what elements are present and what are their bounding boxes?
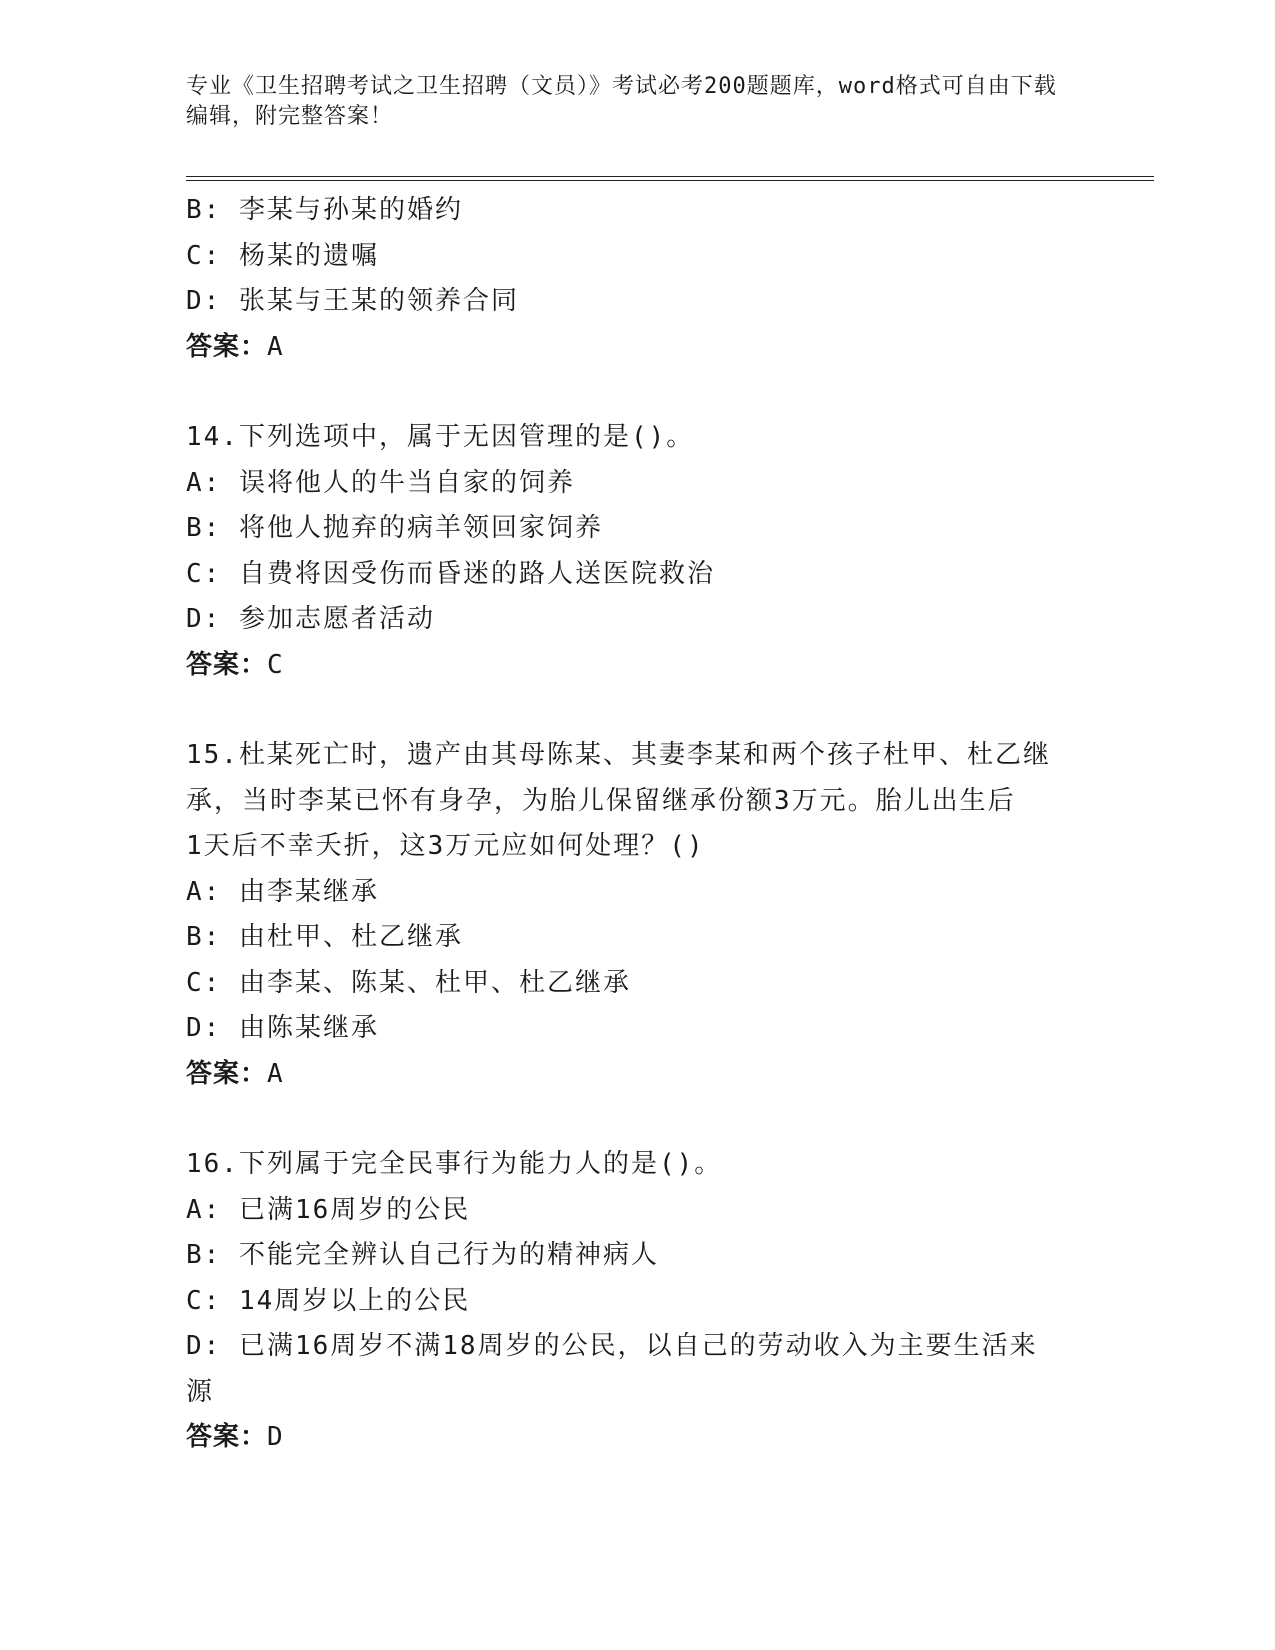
answer-value: A (267, 331, 285, 362)
answer-label: 答案： (186, 1058, 268, 1089)
answer-value: A (267, 1058, 285, 1089)
answer-label: 答案： (186, 331, 268, 362)
option-c: C: 自费将因受伤而昏迷的路人送医院救治 (186, 558, 715, 589)
question-16 (186, 1142, 1086, 1461)
question-13-tail (186, 188, 1086, 370)
answer-line (186, 1052, 1086, 1098)
option-d: D: 参加志愿者活动 (186, 604, 435, 634)
option-a: A: 由李某继承 (186, 876, 379, 907)
option-b: B: 将他人抛弃的病羊领回家饲养 (186, 513, 603, 543)
question-stem-line: 1天后不幸夭折，这3万元应如何处理？() (186, 831, 705, 861)
question-list (186, 188, 1086, 1461)
page-header (186, 72, 1066, 132)
answer-value: C (267, 649, 285, 680)
option-b: B: 由杜甲、杜乙继承 (186, 922, 463, 952)
option-b: B: 不能完全辨认自己行为的精神病人 (186, 1240, 659, 1270)
header-text: 专业《卫生招聘考试之卫生招聘（文员）》考试必考200题题库，word格式可自由下载编辑，附完整答案！ (186, 74, 1057, 129)
spacer (186, 370, 1086, 415)
answer-line (186, 325, 1086, 371)
question-stem-line: 15.杜某死亡时，遗产由其母陈某、其妻李某和两个孩子杜甲、杜乙继 (186, 740, 1051, 770)
option-c: C: 由李某、陈某、杜甲、杜乙继承 (186, 967, 631, 998)
answer-line (186, 1415, 1086, 1461)
option-b: B: 李某与孙某的婚约 (186, 195, 463, 225)
question-stem: 14.下列选项中，属于无因管理的是()。 (186, 422, 695, 452)
spacer (186, 688, 1086, 733)
option-d-line: D: 已满16周岁不满18周岁的公民，以自己的劳动收入为主要生活来 (186, 1331, 1038, 1361)
question-15 (186, 733, 1086, 1097)
option-d: D: 由陈某继承 (186, 1013, 379, 1043)
option-d: D: 张某与王某的领养合同 (186, 286, 519, 316)
answer-line (186, 643, 1086, 689)
option-a: A: 已满16周岁的公民 (186, 1194, 471, 1225)
option-c: C: 杨某的遗嘱 (186, 240, 379, 271)
answer-label: 答案： (186, 649, 268, 680)
question-stem: 16.下列属于完全民事行为能力人的是()。 (186, 1149, 723, 1179)
question-14 (186, 415, 1086, 688)
option-d-line: 源 (186, 1376, 215, 1407)
option-c: C: 14周岁以上的公民 (186, 1285, 471, 1316)
answer-label: 答案： (186, 1422, 268, 1452)
option-a: A: 误将他人的牛当自家的饲养 (186, 467, 575, 498)
question-stem-line: 承，当时李某已怀有身孕，为胎儿保留继承份额3万元。胎儿出生后 (186, 785, 1016, 816)
answer-value: D (267, 1422, 285, 1452)
header-divider (186, 176, 1154, 181)
spacer (186, 1097, 1086, 1142)
